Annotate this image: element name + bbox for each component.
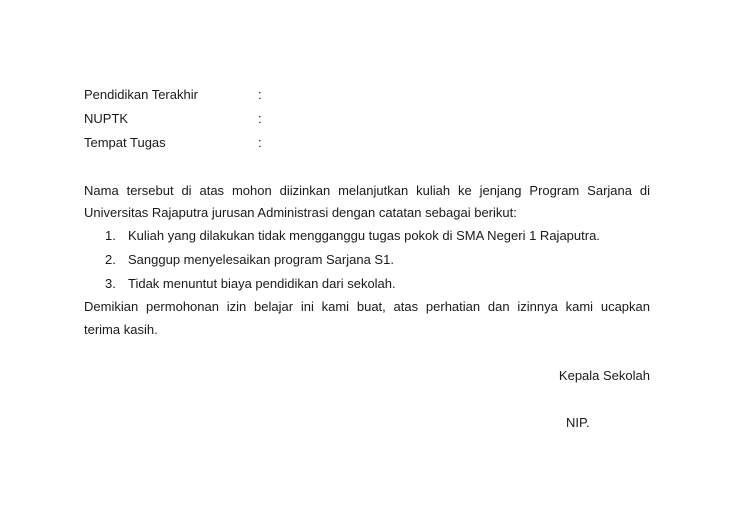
field-colon: :	[258, 135, 262, 150]
signature-title: Kepala Sekolah	[558, 368, 650, 383]
list-number: 1.	[105, 228, 116, 243]
closing-line-2: terima kasih.	[84, 322, 158, 337]
closing-line-1: Demikian permohonan izin belajar ini kami buat, atas perhatian dan izinnya kami ucapkan	[84, 299, 650, 314]
list-number: 3.	[105, 276, 116, 291]
intro-line-2: Universitas Rajaputra jurusan Administrasi dengan catatan sebagai berikut:	[84, 205, 517, 220]
field-label: Pendidikan Terakhir	[84, 87, 198, 102]
field-label: Tempat Tugas	[84, 135, 166, 150]
field-colon: :	[258, 111, 262, 126]
list-text: Sanggup menyelesaikan program Sarjana S1.	[128, 252, 394, 267]
field-colon: :	[258, 87, 262, 102]
list-text: Kuliah yang dilakukan tidak mengganggu tugas pokok di SMA Negeri 1 Rajaputra.	[128, 228, 600, 243]
field-label: NUPTK	[84, 111, 129, 126]
signature-nip: NIP.	[566, 415, 590, 430]
intro-line-1: Nama tersebut di atas mohon diizinkan melanjutkan kuliah ke jenjang Program Sarjana di	[84, 183, 650, 198]
list-text: Tidak menuntut biaya pendidikan dari sekolah.	[128, 276, 396, 291]
list-number: 2.	[105, 252, 116, 267]
